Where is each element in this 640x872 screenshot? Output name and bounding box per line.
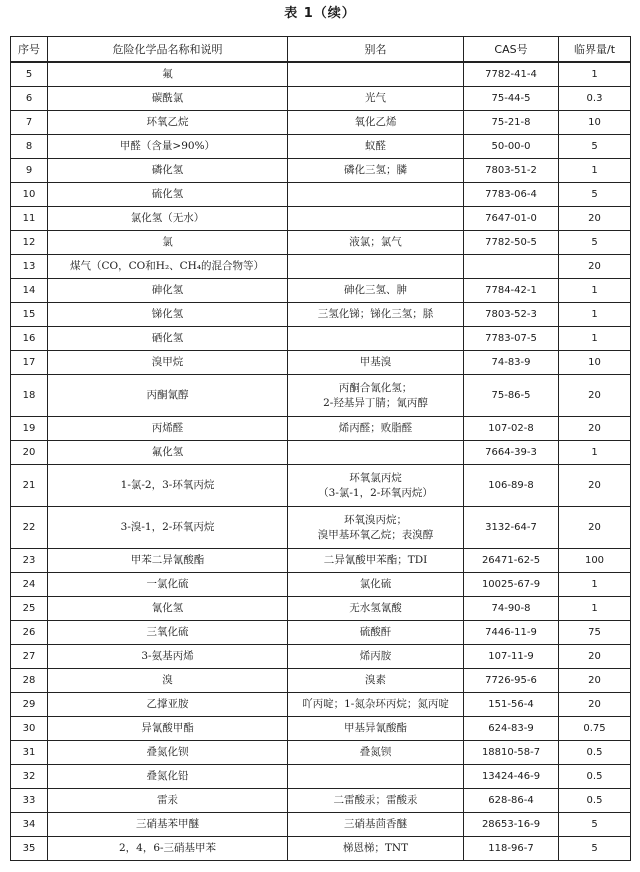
alias-line: 二雷酸汞；雷酸汞 xyxy=(333,794,418,806)
alias-line: 环氧溴丙烷； xyxy=(344,513,407,526)
cell-name: 3-氨基丙烯 xyxy=(48,645,288,669)
cell-no: 15 xyxy=(11,303,48,327)
cell-threshold: 5 xyxy=(559,837,631,861)
cell-no: 18 xyxy=(11,375,48,417)
cell-cas: 3132-64-7 xyxy=(464,507,559,549)
cell-alias xyxy=(288,441,464,465)
header-threshold: 临界量/t xyxy=(559,37,631,63)
cell-threshold: 20 xyxy=(559,645,631,669)
cell-cas: 7783-07-5 xyxy=(464,327,559,351)
cell-alias xyxy=(288,765,464,789)
cell-cas: 7784-42-1 xyxy=(464,279,559,303)
cell-no: 7 xyxy=(11,111,48,135)
cell-name: 溴甲烷 xyxy=(48,351,288,375)
cell-cas: 628-86-4 xyxy=(464,789,559,813)
cell-cas: 75-44-5 xyxy=(464,87,559,111)
alias-line: 烯丙醛；败脂醛 xyxy=(338,422,413,434)
alias-line: 环氧氯丙烷 xyxy=(349,471,402,484)
cell-alias xyxy=(288,741,464,765)
cell-no: 35 xyxy=(11,837,48,861)
cell-threshold: 0.5 xyxy=(559,741,631,765)
cell-name: 砷化氢 xyxy=(48,279,288,303)
cell-threshold: 1 xyxy=(559,573,631,597)
cell-alias xyxy=(288,837,464,861)
cell-name: 环氧乙烷 xyxy=(48,111,288,135)
cell-alias xyxy=(288,62,464,87)
cell-alias xyxy=(288,621,464,645)
table-caption: 表 1（续） xyxy=(284,6,356,21)
cell-cas: 26471-62-5 xyxy=(464,549,559,573)
cell-threshold: 10 xyxy=(559,111,631,135)
cell-no: 9 xyxy=(11,159,48,183)
table-row xyxy=(11,441,631,465)
cell-name: 氯化氢（无水） xyxy=(48,207,288,231)
cell-no: 20 xyxy=(11,441,48,465)
table-row xyxy=(11,183,631,207)
cell-no: 34 xyxy=(11,813,48,837)
cell-name: 3-溴-1，2-环氧丙烷 xyxy=(48,507,288,549)
cell-no: 8 xyxy=(11,135,48,159)
cell-cas: 107-02-8 xyxy=(464,417,559,441)
table-row xyxy=(11,645,631,669)
cell-cas: 7782-50-5 xyxy=(464,231,559,255)
table-row xyxy=(11,255,631,279)
cell-alias xyxy=(288,417,464,441)
cell-no: 10 xyxy=(11,183,48,207)
cell-cas: 7726-95-6 xyxy=(464,669,559,693)
cell-no: 31 xyxy=(11,741,48,765)
cell-no: 19 xyxy=(11,417,48,441)
table-row xyxy=(11,87,631,111)
table-row xyxy=(11,231,631,255)
cell-cas: 74-90-8 xyxy=(464,597,559,621)
cell-name: 甲苯二异氰酸酯 xyxy=(48,549,288,573)
cell-no: 23 xyxy=(11,549,48,573)
cell-threshold: 20 xyxy=(559,693,631,717)
cell-threshold: 20 xyxy=(559,507,631,549)
cell-no: 33 xyxy=(11,789,48,813)
cell-no: 24 xyxy=(11,573,48,597)
cell-alias xyxy=(288,717,464,741)
cell-name: 氟化氢 xyxy=(48,441,288,465)
cell-no: 21 xyxy=(11,465,48,507)
cell-name: 碳酰氯 xyxy=(48,87,288,111)
cell-alias xyxy=(288,669,464,693)
cell-name: 丙酮氰醇 xyxy=(48,375,288,417)
alias-line: 无水氢氰酸 xyxy=(349,602,402,614)
cell-cas: 7783-06-4 xyxy=(464,183,559,207)
alias-line: 叠氮钡 xyxy=(359,746,392,758)
cell-cas: 10025-67-9 xyxy=(464,573,559,597)
alias-line: 甲基溴 xyxy=(359,356,392,368)
cell-no: 29 xyxy=(11,693,48,717)
cell-cas: 13424-46-9 xyxy=(464,765,559,789)
cell-no: 27 xyxy=(11,645,48,669)
cell-name: 甲醛（含量>90%） xyxy=(48,135,288,159)
table-row xyxy=(11,375,631,417)
table-row xyxy=(11,549,631,573)
cell-cas: 7647-01-0 xyxy=(464,207,559,231)
table-row xyxy=(11,207,631,231)
alias-line: 梯恩梯；TNT xyxy=(342,842,409,854)
cell-cas: 7803-51-2 xyxy=(464,159,559,183)
cell-alias xyxy=(288,465,464,507)
table-row xyxy=(11,741,631,765)
cell-name: 一氯化硫 xyxy=(48,573,288,597)
table-row xyxy=(11,621,631,645)
cell-threshold: 20 xyxy=(559,255,631,279)
cell-no: 12 xyxy=(11,231,48,255)
cell-threshold: 1 xyxy=(559,303,631,327)
cell-threshold: 5 xyxy=(559,231,631,255)
table-row xyxy=(11,789,631,813)
cell-alias xyxy=(288,279,464,303)
alias-line: 硫酸酐 xyxy=(359,626,392,638)
cell-no: 32 xyxy=(11,765,48,789)
cell-name: 磷化氢 xyxy=(48,159,288,183)
cell-name: 硫化氢 xyxy=(48,183,288,207)
alias-line: （3-氯-1，2-环氧丙烷） xyxy=(318,486,433,499)
cell-alias xyxy=(288,693,464,717)
table-row xyxy=(11,135,631,159)
header-cas: CAS号 xyxy=(464,37,559,63)
cell-name: 溴 xyxy=(48,669,288,693)
cell-cas: 624-83-9 xyxy=(464,717,559,741)
alias-line: 溴甲基环氧乙烷；表溴醇 xyxy=(317,528,434,541)
hazardous-chemicals-table xyxy=(10,36,631,861)
cell-threshold: 5 xyxy=(559,135,631,159)
table-row xyxy=(11,303,631,327)
cell-alias xyxy=(288,207,464,231)
cell-threshold: 10 xyxy=(559,351,631,375)
cell-alias xyxy=(288,597,464,621)
cell-threshold: 20 xyxy=(559,669,631,693)
cell-name: 乙撑亚胺 xyxy=(48,693,288,717)
cell-threshold: 20 xyxy=(559,465,631,507)
cell-no: 14 xyxy=(11,279,48,303)
alias-line: 氧化乙烯 xyxy=(354,116,397,128)
cell-name: 2，4，6-三硝基甲苯 xyxy=(48,837,288,861)
table-row xyxy=(11,327,631,351)
cell-cas: 7782-41-4 xyxy=(464,62,559,87)
cell-no: 30 xyxy=(11,717,48,741)
alias-line: 液氯；氯气 xyxy=(349,236,402,248)
table-header-row xyxy=(11,37,631,63)
cell-no: 13 xyxy=(11,255,48,279)
alias-line: 蚁醛 xyxy=(365,140,386,152)
cell-alias xyxy=(288,507,464,549)
cell-alias xyxy=(288,645,464,669)
table-row xyxy=(11,717,631,741)
cell-alias xyxy=(288,183,464,207)
cell-threshold: 20 xyxy=(559,417,631,441)
table-row xyxy=(11,669,631,693)
cell-no: 28 xyxy=(11,669,48,693)
alias-line: 吖丙啶；1-氮杂环丙烷；氮丙啶 xyxy=(302,698,449,710)
table-row xyxy=(11,765,631,789)
alias-line: 光气 xyxy=(365,92,386,104)
cell-cas: 118-96-7 xyxy=(464,837,559,861)
cell-alias xyxy=(288,789,464,813)
alias-line: 三硝基茴香醚 xyxy=(344,818,407,830)
cell-threshold: 1 xyxy=(559,327,631,351)
cell-name: 1-氯-2，3-环氧丙烷 xyxy=(48,465,288,507)
table-body xyxy=(11,62,631,861)
cell-cas: 106-89-8 xyxy=(464,465,559,507)
alias-line: 甲基异氰酸酯 xyxy=(344,722,407,734)
table-row xyxy=(11,351,631,375)
cell-name: 氰化氢 xyxy=(48,597,288,621)
alias-line: 砷化三氢、胂 xyxy=(344,284,407,296)
alias-line: 磷化三氢；膦 xyxy=(344,164,407,176)
table-row xyxy=(11,465,631,507)
cell-cas: 107-11-9 xyxy=(464,645,559,669)
cell-no: 16 xyxy=(11,327,48,351)
table-row xyxy=(11,837,631,861)
cell-alias xyxy=(288,573,464,597)
cell-alias xyxy=(288,231,464,255)
cell-alias xyxy=(288,255,464,279)
cell-alias xyxy=(288,135,464,159)
table-row xyxy=(11,597,631,621)
cell-alias xyxy=(288,375,464,417)
cell-alias xyxy=(288,303,464,327)
cell-cas: 7446-11-9 xyxy=(464,621,559,645)
cell-alias xyxy=(288,111,464,135)
cell-name: 三硝基苯甲醚 xyxy=(48,813,288,837)
cell-name: 异氰酸甲酯 xyxy=(48,717,288,741)
table-row xyxy=(11,507,631,549)
cell-name: 硒化氢 xyxy=(48,327,288,351)
header-name: 危险化学品名称和说明 xyxy=(48,37,288,63)
table-row xyxy=(11,279,631,303)
cell-alias xyxy=(288,159,464,183)
cell-threshold: 1 xyxy=(559,159,631,183)
cell-cas: 7664-39-3 xyxy=(464,441,559,465)
cell-alias xyxy=(288,549,464,573)
cell-name: 氯 xyxy=(48,231,288,255)
alias-line: 2-羟基异丁腈；氰丙醇 xyxy=(323,396,428,409)
cell-no: 5 xyxy=(11,62,48,87)
cell-threshold: 0.3 xyxy=(559,87,631,111)
cell-cas: 50-00-0 xyxy=(464,135,559,159)
cell-threshold: 0.5 xyxy=(559,765,631,789)
cell-name: 丙烯醛 xyxy=(48,417,288,441)
cell-cas: 28653-16-9 xyxy=(464,813,559,837)
cell-cas: 151-56-4 xyxy=(464,693,559,717)
cell-threshold: 1 xyxy=(559,279,631,303)
cell-threshold: 100 xyxy=(559,549,631,573)
cell-no: 11 xyxy=(11,207,48,231)
alias-line: 丙酮合氰化氢； xyxy=(338,381,413,394)
cell-no: 6 xyxy=(11,87,48,111)
table-row xyxy=(11,417,631,441)
cell-alias xyxy=(288,351,464,375)
alias-line: 烯丙胺 xyxy=(359,650,392,662)
cell-name: 煤气（CO，CO和H₂、CH₄的混合物等） xyxy=(48,255,288,279)
cell-threshold: 5 xyxy=(559,183,631,207)
cell-name: 三氧化硫 xyxy=(48,621,288,645)
cell-name: 叠氮化钡 xyxy=(48,741,288,765)
cell-threshold: 5 xyxy=(559,813,631,837)
cell-alias xyxy=(288,87,464,111)
cell-threshold: 0.5 xyxy=(559,789,631,813)
cell-alias xyxy=(288,813,464,837)
cell-threshold: 1 xyxy=(559,62,631,87)
alias-line: 氯化硫 xyxy=(359,578,392,590)
cell-cas: 7803-52-3 xyxy=(464,303,559,327)
alias-line: 二异氰酸甲苯酯；TDI xyxy=(323,554,428,566)
table-row xyxy=(11,813,631,837)
cell-cas: 74-83-9 xyxy=(464,351,559,375)
cell-cas: 75-21-8 xyxy=(464,111,559,135)
cell-name: 锑化氢 xyxy=(48,303,288,327)
cell-alias xyxy=(288,327,464,351)
table-row xyxy=(11,693,631,717)
cell-cas: 18810-58-7 xyxy=(464,741,559,765)
table-row xyxy=(11,111,631,135)
cell-threshold: 1 xyxy=(559,597,631,621)
table-row xyxy=(11,62,631,87)
cell-no: 25 xyxy=(11,597,48,621)
cell-threshold: 0.75 xyxy=(559,717,631,741)
table-row xyxy=(11,159,631,183)
cell-threshold: 75 xyxy=(559,621,631,645)
cell-cas: 75-86-5 xyxy=(464,375,559,417)
cell-threshold: 20 xyxy=(559,375,631,417)
cell-threshold: 20 xyxy=(559,207,631,231)
cell-no: 22 xyxy=(11,507,48,549)
cell-name: 氟 xyxy=(48,62,288,87)
cell-threshold: 1 xyxy=(559,441,631,465)
table-row xyxy=(11,573,631,597)
header-no: 序号 xyxy=(11,37,48,63)
cell-cas xyxy=(464,255,559,279)
header-alias: 别名 xyxy=(288,37,464,63)
cell-no: 17 xyxy=(11,351,48,375)
cell-name: 叠氮化铅 xyxy=(48,765,288,789)
alias-line: 三氢化锑；锑化三氢；脎 xyxy=(317,308,434,320)
cell-no: 26 xyxy=(11,621,48,645)
cell-name: 雷汞 xyxy=(48,789,288,813)
alias-line: 溴素 xyxy=(365,674,386,686)
